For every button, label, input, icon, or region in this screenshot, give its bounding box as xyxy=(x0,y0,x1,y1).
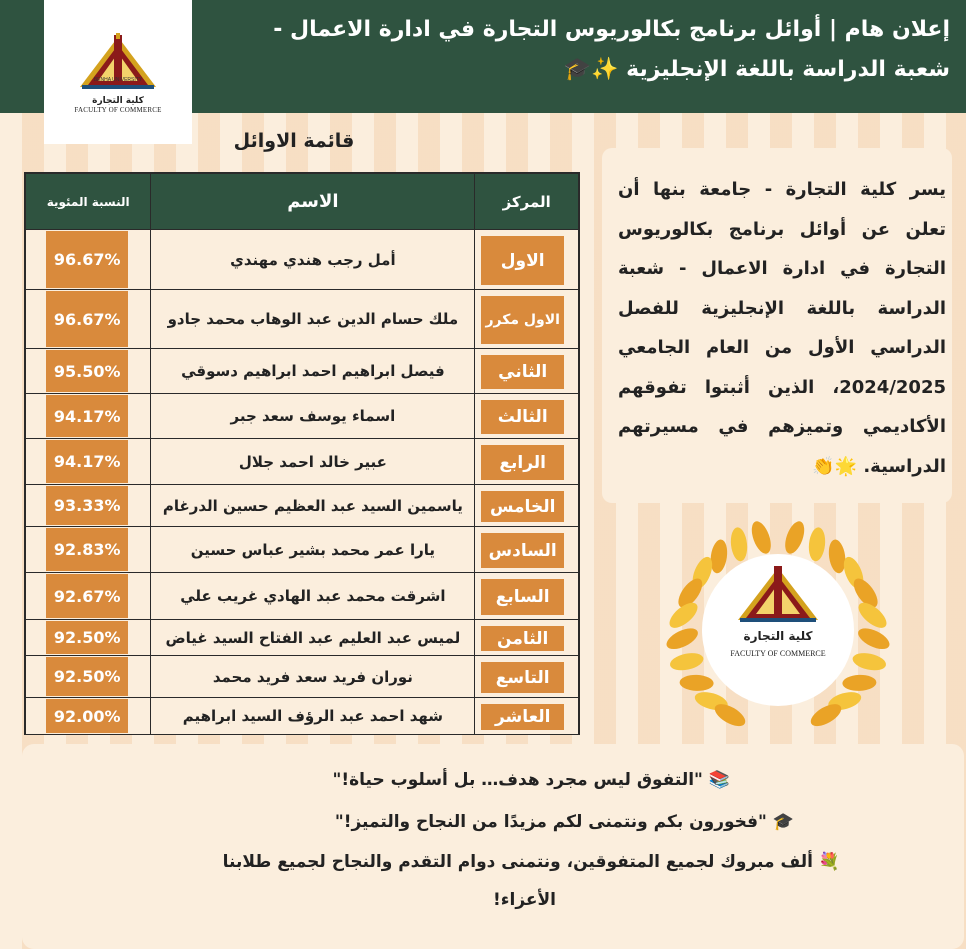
logo-arc-text: BENHA UNIVERSITY xyxy=(93,76,143,83)
rank-label: السادس xyxy=(481,533,564,568)
table-row xyxy=(26,485,579,527)
rank-label: العاشر xyxy=(481,704,564,730)
rank-label: التاسع xyxy=(481,662,564,693)
logo-arabic-text: كلية التجارة xyxy=(92,95,144,106)
laurel-leaf xyxy=(729,527,748,562)
student-name: اشرقت محمد عبد الهادي غريب علي xyxy=(151,573,475,620)
laurel-leaf xyxy=(668,650,705,673)
percent-cell xyxy=(26,656,151,698)
rank-cell xyxy=(475,349,579,394)
table-row xyxy=(26,290,579,349)
percent-value: 92.00% xyxy=(46,699,128,733)
percent-cell xyxy=(26,394,151,439)
footer-line-2: 🎓 "فخورون بكم ونتمنى لكم مزيدًا من النجاح والتميز!" xyxy=(334,812,794,832)
rank-label: السابع xyxy=(481,579,564,615)
table-row xyxy=(26,230,579,290)
percent-value: 96.67% xyxy=(46,291,128,347)
rank-cell xyxy=(475,439,579,485)
table-row xyxy=(26,698,579,735)
student-name: شهد احمد عبد الرؤف السيد ابراهيم xyxy=(151,698,475,735)
laurel-leaf xyxy=(855,624,893,653)
rank-label: الخامس xyxy=(481,491,564,522)
percent-value: 96.67% xyxy=(46,231,128,288)
student-name: يارا عمر محمد بشير عباس حسين xyxy=(151,527,475,573)
rank-cell xyxy=(475,394,579,439)
percent-value: 92.83% xyxy=(46,528,128,571)
table-title: قائمة الاوائل xyxy=(233,130,355,152)
table-header-row xyxy=(26,174,579,230)
percent-value: 92.67% xyxy=(46,574,128,618)
table-row xyxy=(26,527,579,573)
rank-cell xyxy=(475,620,579,656)
footer-line-1: 📚 "التفوق ليس مجرد هدف… بل أسلوب حياة!" xyxy=(332,770,730,790)
intro-card xyxy=(602,148,952,503)
wreath-logo-arabic: كلية التجارة xyxy=(743,629,813,643)
percent-cell xyxy=(26,349,151,394)
percent-cell xyxy=(26,527,151,573)
intro-text: يسر كلية التجارة - جامعة بنها أن تعلن عن أوائل برنامج بكالوريوس التجارة في ادارة الاعمال - شعبة الدراسة باللغة الإنجليزية للفصل الدراسي الأول من العام الجامعي 2024/2025، الذين أثبتوا تفوقهم الأكاديمي وتميزهم في مسيرتهم الدراسية. 🌟👏 xyxy=(618,179,946,477)
percent-cell xyxy=(26,439,151,485)
logo-english-text: FACULTY OF COMMERCE xyxy=(74,105,162,114)
footer-card xyxy=(22,744,964,949)
table-row xyxy=(26,394,579,439)
laurel-leaf xyxy=(807,527,826,562)
faculty-logo-box xyxy=(44,0,192,144)
percent-value: 93.33% xyxy=(46,486,128,525)
footer-line-3: 💐 ألف مبروك لجميع المتفوقين، ونتمنى دوام التقدم والنجاح لجميع طلابنا xyxy=(222,852,840,872)
rank-label: الاول xyxy=(481,236,564,285)
rank-cell xyxy=(475,230,579,290)
laurel-leaf xyxy=(851,650,888,673)
percent-cell xyxy=(26,698,151,735)
student-name: فيصل ابراهيم احمد ابراهيم دسوقي xyxy=(151,349,475,394)
rank-label: الثالث xyxy=(481,400,564,434)
wreath-logo-english: FACULTY OF COMMERCE xyxy=(730,649,826,658)
percent-value: 92.50% xyxy=(46,657,128,696)
percent-cell xyxy=(26,620,151,656)
rank-cell xyxy=(475,698,579,735)
percent-value: 94.17% xyxy=(46,440,128,483)
student-name: أمل رجب هندي مهندي xyxy=(151,230,475,290)
student-name: اسماء يوسف سعد جبر xyxy=(151,394,475,439)
percent-cell xyxy=(26,573,151,620)
footer-line-4: الأعزاء! xyxy=(493,890,556,910)
announcement-title: إعلان هام | أوائل برنامج بكالوريوس التجارة في ادارة الاعمال - شعبة الدراسة باللغة الإنجليزية ✨🎓 xyxy=(273,17,950,82)
percent-value: 95.50% xyxy=(46,350,128,392)
rank-cell xyxy=(475,527,579,573)
student-name: لميس عبد العليم عبد الفتاح السيد غياض xyxy=(151,620,475,656)
laurel-leaf xyxy=(748,520,775,556)
student-name: ياسمين السيد عبد العظيم حسين الدرغام xyxy=(151,485,475,527)
rank-cell xyxy=(475,485,579,527)
rank-label: الاول مكرر xyxy=(481,296,564,344)
rank-label: الثامن xyxy=(481,626,564,651)
percent-cell xyxy=(26,290,151,349)
student-name: ملك حسام الدين عبد الوهاب محمد جادو xyxy=(151,290,475,349)
laurel-wreath-icon xyxy=(660,520,896,744)
student-name: عبير خالد احمد جلال xyxy=(151,439,475,485)
faculty-logo xyxy=(72,31,164,114)
laurel-leaf xyxy=(663,624,701,653)
header-name: الاسم xyxy=(151,174,475,230)
table-row xyxy=(26,349,579,394)
header-rank: المركز xyxy=(475,174,579,230)
student-name: نوران فريد سعد فريد محمد xyxy=(151,656,475,698)
percent-cell xyxy=(26,230,151,290)
laurel-leaf xyxy=(781,520,808,556)
table-row xyxy=(26,439,579,485)
table-row xyxy=(26,656,579,698)
laurel-leaf xyxy=(842,674,877,691)
rank-cell xyxy=(475,290,579,349)
rank-label: الرابع xyxy=(481,445,564,480)
table-row xyxy=(26,573,579,620)
table-row xyxy=(26,620,579,656)
rank-label: الثاني xyxy=(481,355,564,389)
top-students-table xyxy=(24,172,580,735)
rank-cell xyxy=(475,656,579,698)
rank-cell xyxy=(475,573,579,620)
pyramid-emblem-icon xyxy=(72,31,164,95)
percent-value: 94.17% xyxy=(46,395,128,437)
percent-value: 92.50% xyxy=(46,621,128,654)
percent-cell xyxy=(26,485,151,527)
header-percent: النسبة المئوية xyxy=(26,174,151,230)
laurel-leaf xyxy=(679,674,714,691)
